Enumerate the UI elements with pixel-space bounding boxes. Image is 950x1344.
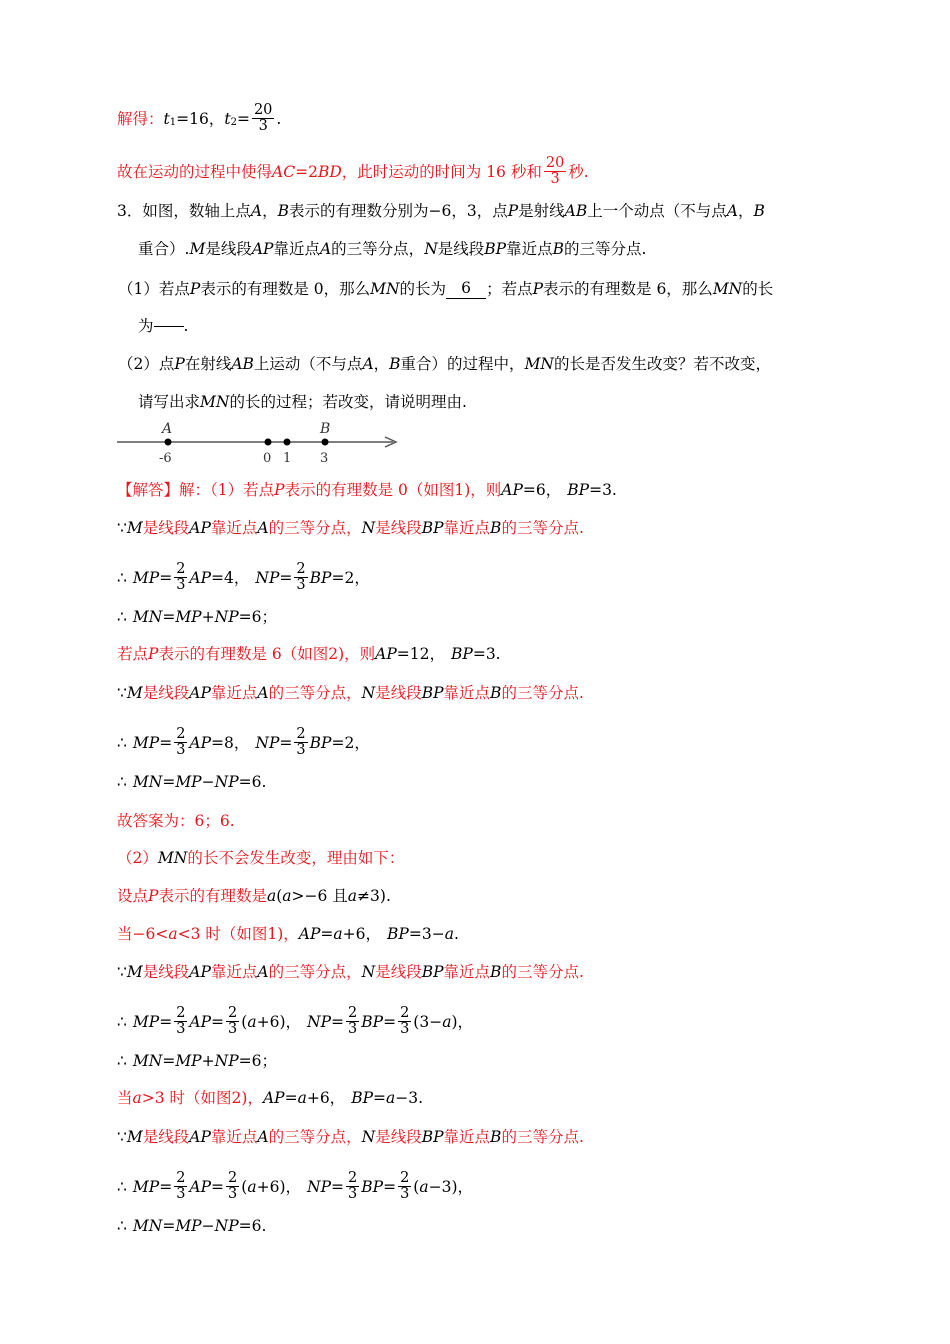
fraction: $\frac{20}{3}$ (545, 155, 565, 187)
number-line-figure (115, 418, 405, 470)
label-b: B (320, 421, 331, 437)
fraction: $\frac{2}{3}$ (176, 1005, 186, 1037)
question-3-line-1: 3．如图，数轴上点 A ， B 表示的有理数分别为−6，3，点 P 是射线 AB 上一个动点（不与点 A ， B (117, 202, 765, 220)
point-a (165, 439, 172, 446)
tick-label: 3 (320, 451, 329, 466)
fraction: $\frac{2}{3}$ (176, 1170, 186, 1202)
answer-line-5: 若点 P 表示的有理数是 6（如图2)，则 AP =12， BP =3. (117, 645, 501, 663)
tick-label: 0 (263, 451, 272, 466)
fraction: $\frac{2}{3}$ (348, 1005, 358, 1037)
answer-line-14: ∴ MP = $\frac{2}{3}$ AP = $\frac{2}{3}$ ( a +6)， NP = $\frac{2}{3}$ BP = $\frac{2}{3}$ (3− a )， (117, 1005, 474, 1037)
answer-line-8: ∴ MN = MP − NP =6. (117, 773, 267, 791)
tick-label: 1 (283, 451, 292, 466)
question-3-part-1: （1）若点 P 表示的有理数是 0，那么 MN 的长为 6 ；若点 P 表示的有理数是 6，那么 MN 的长 (118, 279, 774, 298)
answer-line-12: 当−6< a <3 时（如图1)， AP = a +6， BP =3− a . (117, 925, 459, 943)
fraction: $\frac{2}{3}$ (400, 1170, 410, 1202)
solution-line-1: 解得： t 1 =16， t 2 = $\frac{20}{3}$ . (117, 102, 282, 134)
answer-line-3: ∴ MP = $\frac{2}{3}$ AP =4， NP = $\frac{2}{3}$ BP =2， (117, 561, 370, 593)
answer-line-17: ∵ M 是线段 AP 靠近点 A 的三等分点， N 是线段 BP 靠近点 B 的三等分点. (117, 1128, 584, 1146)
answer-line-7: ∴ MP = $\frac{2}{3}$ AP =8， NP = $\frac{2}{3}$ BP =2， (117, 726, 370, 758)
fraction: $\frac{2}{3}$ (176, 726, 186, 758)
fraction: $\frac{2}{3}$ (400, 1005, 410, 1037)
answer-line-10: （2） MN 的长不会发生改变，理由如下： (117, 849, 405, 867)
fraction: $\frac{2}{3}$ (228, 1005, 238, 1037)
label-a: A (162, 421, 173, 437)
fraction: $\frac{2}{3}$ (228, 1170, 238, 1202)
answer-line-11: 设点 P 表示的有理数是 a ( a >−6 且 a ≠3). (117, 887, 391, 905)
answer-blank-1: 6 (446, 278, 486, 299)
fraction: $\frac{2}{3}$ (176, 561, 186, 593)
answer-line-16: 当 a >3 时（如图2)， AP = a +6， BP = a −3. (117, 1089, 424, 1107)
answer-line-9: 故答案为：6；6. (117, 812, 235, 830)
answer-line-15: ∴ MN = MP + NP =6； (117, 1052, 277, 1070)
answer-blank-2 (154, 326, 184, 327)
answer-line-19: ∴ MN = MP − NP =6. (117, 1217, 267, 1235)
fraction: $\frac{2}{3}$ (296, 561, 306, 593)
fraction: $\frac{20}{3}$ (253, 102, 273, 134)
point-b (322, 439, 329, 446)
question-3-part-2: （2）点 P 在射线 AB 上运动（不与点 A ， B 重合）的过程中， MN 的长是否发生改变？若不改变， (118, 355, 772, 373)
fraction: $\frac{2}{3}$ (348, 1170, 358, 1202)
tick-label: -6 (159, 451, 172, 466)
question-3-part-1-cont: 为 . (138, 317, 189, 335)
answer-line-18: ∴ MP = $\frac{2}{3}$ AP = $\frac{2}{3}$ ( a +6)， NP = $\frac{2}{3}$ BP = $\frac{2}{3}$ ( a −3)， (117, 1170, 474, 1202)
answer-line-13: ∵ M 是线段 AP 靠近点 A 的三等分点， N 是线段 BP 靠近点 B 的三等分点. (117, 963, 584, 981)
answer-line-6: ∵ M 是线段 AP 靠近点 A 的三等分点， N 是线段 BP 靠近点 B 的三等分点. (117, 684, 584, 702)
answer-line-2: ∵ M 是线段 AP 靠近点 A 的三等分点， N 是线段 BP 靠近点 B 的三等分点. (117, 519, 584, 537)
point-1 (284, 439, 291, 446)
fraction: $\frac{2}{3}$ (296, 726, 306, 758)
question-3-part-2-cont: 请写出求 MN 的长的过程；若改变，请说明理由. (138, 393, 467, 411)
point-0 (265, 439, 272, 446)
solution-line-2: 故在运动的过程中使得 AC =2 BD ，此时运动的时间为 16 秒和 $\frac{20}{3}$ 秒. (117, 155, 589, 187)
question-3-line-2: 重合）. M 是线段 AP 靠近点 A 的三等分点， N 是线段 BP 靠近点 B 的三等分点. (138, 240, 647, 258)
answer-line-4: ∴ MN = MP + NP =6； (117, 608, 277, 626)
answer-line-1: 【解答】解：（1）若点 P 表示的有理数是 0（如图1)，则 AP =6， BP =3. (117, 481, 617, 499)
